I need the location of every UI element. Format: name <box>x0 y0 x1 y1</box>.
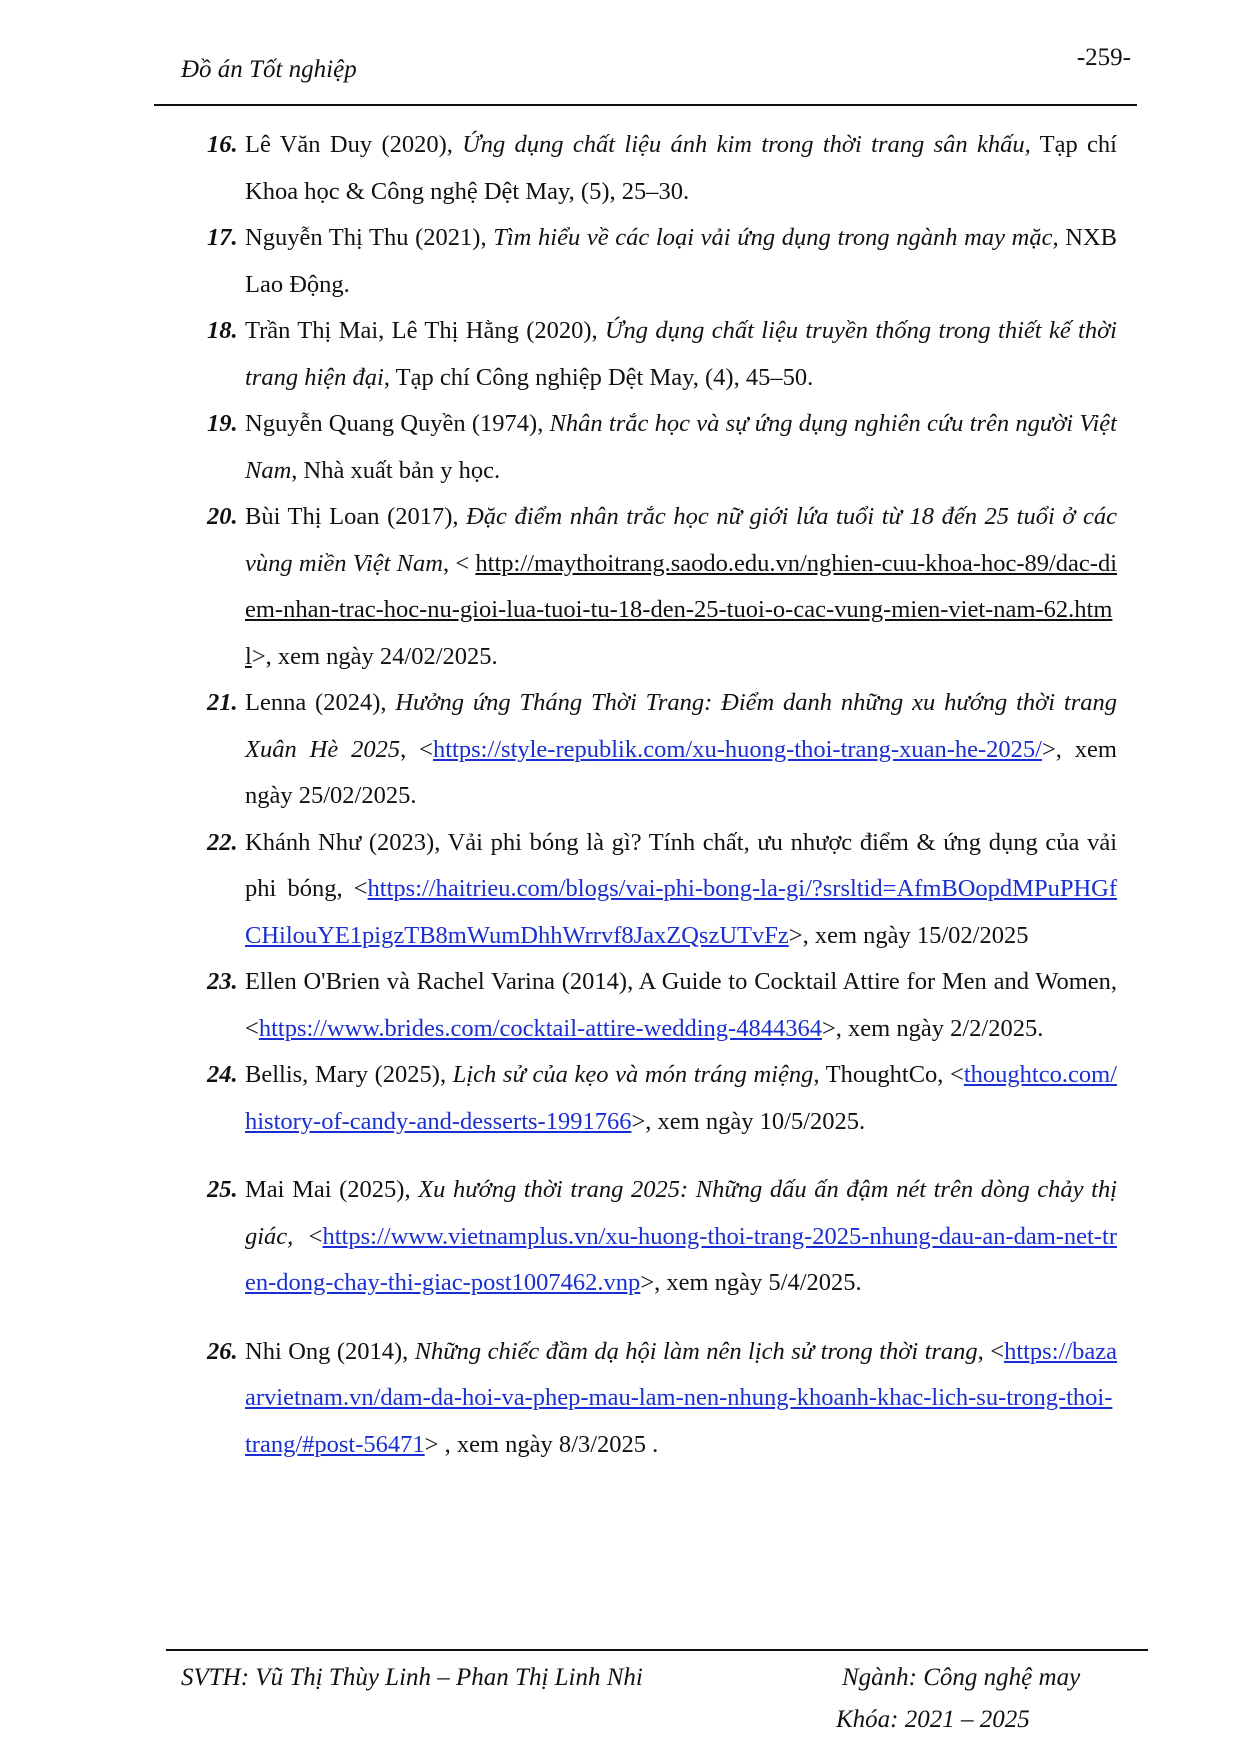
reference-item-21 <box>207 680 1117 820</box>
reference-author: Khánh Như (2023), Vải phi bóng là gì? Tính chất, ưu nhược điểm & ứng dụng của vải phi bóng, <box>245 828 1117 902</box>
reference-item-24 <box>207 1052 1117 1145</box>
reference-title: Lịch sử của kẹo và món tráng miệng <box>452 1061 814 1088</box>
reference-number: 17. <box>207 224 238 251</box>
reference-number: 22. <box>207 828 238 856</box>
footer-students: SVTH: Vũ Thị Thùy Linh – Phan Thị Linh Nhi <box>181 1664 643 1691</box>
reference-link[interactable]: https://style-republik.com/xu-huong-thoi-trang-xuan-he-2025/ <box>432 735 1042 763</box>
reference-title: Hưởng ứng Tháng Thời Trang: Điểm danh những xu hướng thời trang Xuân Hè 2025 <box>245 689 1117 763</box>
reference-access-date: >, xem ngày 25/02/2025. <box>245 735 1117 809</box>
reference-pre-link: < <box>293 1222 323 1250</box>
reference-number: 21. <box>207 689 238 716</box>
reference-item-25 <box>207 1167 1117 1307</box>
reference-source: , Nhà xuất bản y học. <box>291 456 501 484</box>
reference-author: Nhi Ong (2014), <box>245 1337 415 1365</box>
reference-item-19 <box>207 401 1117 494</box>
header-divider <box>154 104 1137 106</box>
reference-link[interactable]: https://www.brides.com/cocktail-attire-wedding-4844364 <box>258 1014 822 1042</box>
footer-major: Ngành: Công nghệ may <box>842 1664 1081 1691</box>
reference-title: Những chiếc đầm dạ hội làm nên lịch sử trong thời trang, <box>414 1337 984 1365</box>
reference-list <box>207 122 1117 1468</box>
reference-item-20 <box>207 494 1117 680</box>
reference-item-22 <box>207 820 1117 960</box>
reference-access-date: >, xem ngày 5/4/2025. <box>640 1269 862 1296</box>
document-title: Đồ án Tốt nghiệp <box>181 56 357 83</box>
reference-link[interactable]: https://www.vietnamplus.vn/xu-huong-thoi-trang-2025-nhung-dau-an-dam-net-tren-dong-chay-thi-giac-post1007462.vnp <box>245 1222 1117 1296</box>
reference-pre-link: , ThoughtCo, < <box>813 1061 964 1088</box>
reference-title: Tìm hiểu về các loại vải ứng dụng trong ngành may mặc, <box>493 224 1059 251</box>
reference-link[interactable]: https://haitrieu.com/blogs/vai-phi-bong-la-gi/?srsltid=AfmBOopdMPuPHGfCHilouYE1pigzTB8mWumDhhWrrvf8JaxZQszUTvFz <box>245 875 1117 949</box>
reference-author: Mai Mai (2025), <box>245 1176 419 1203</box>
reference-link[interactable]: thoughtco.com/history-of-candy-and-desserts-1991766 <box>245 1061 1117 1135</box>
reference-access-date: > , xem ngày 8/3/2025 . <box>424 1430 659 1458</box>
reference-author: Bellis, Mary (2025), <box>245 1061 453 1088</box>
reference-author: Trần Thị Mai, Lê Thị Hằng (2020), <box>245 317 606 344</box>
reference-number: 24. <box>207 1061 238 1088</box>
reference-item-23 <box>207 959 1117 1052</box>
footer-divider <box>166 1649 1148 1651</box>
reference-pre-link: < <box>245 1014 259 1042</box>
reference-author: Bùi Thị Loan (2017), <box>245 503 467 530</box>
reference-number: 20. <box>207 503 238 530</box>
reference-author: Lê Văn Duy (2020), <box>245 131 463 158</box>
reference-item-16 <box>207 122 1117 215</box>
reference-item-18 <box>207 308 1117 401</box>
page-number: -259- <box>1076 44 1131 71</box>
reference-author: Ellen O'Brien và Rachel Varina (2014), A Guide to Cocktail Attire for Men and Women, <box>245 968 1117 995</box>
reference-access-date: >, xem ngày 10/5/2025. <box>631 1107 866 1135</box>
reference-title: Đặc điểm nhân trắc học nữ giới lứa tuổi từ 18 đến 25 tuổi ở các vùng miền Việt Nam <box>245 503 1117 577</box>
reference-item-26 <box>207 1329 1117 1469</box>
reference-source: NXB Lao Động. <box>245 224 1117 298</box>
reference-number: 19. <box>207 410 238 437</box>
reference-title: Xu hướng thời trang 2025: Những dấu ấn đậm nét trên dòng chảy thị giác, <box>245 1176 1118 1250</box>
reference-author: Nguyễn Quang Quyền (1974), <box>245 410 550 437</box>
reference-title: Nhân trắc học và sự ứng dụng nghiên cứu trên người Việt Nam <box>245 410 1117 484</box>
reference-title: Ứng dụng chất liệu ánh kim trong thời trang sân khấu, <box>462 131 1031 158</box>
reference-title: Ứng dụng chất liệu truyền thống trong thiết kế thời trang hiện đại <box>245 317 1117 391</box>
reference-pre-link: , < <box>442 549 476 577</box>
footer-course: Khóa: 2021 – 2025 <box>836 1706 1030 1733</box>
reference-source: , Tạp chí Công nghiệp Dệt May, (4), 45–50. <box>383 363 814 391</box>
reference-number: 18. <box>207 317 238 344</box>
reference-number: 23. <box>207 968 238 995</box>
reference-link[interactable]: http://maythoitrang.saodo.edu.vn/nghien-cuu-khoa-hoc-89/dac-diem-nhan-trac-hoc-nu-gioi-lua-tuoi-tu-18-den-25-tuoi-o-cac-vung-mien-viet-nam-62.html <box>245 549 1117 670</box>
reference-link[interactable]: https://bazaarvietnam.vn/dam-da-hoi-va-phep-mau-lam-nen-nhung-khoanh-khac-lich-su-trong-thoi-trang/#post-56471 <box>245 1337 1118 1458</box>
reference-source: Tạp chí Khoa học & Công nghệ Dệt May, (5), 25–30. <box>245 131 1117 205</box>
reference-access-date: >, xem ngày 24/02/2025. <box>251 642 498 670</box>
reference-author: Lenna (2024), <box>245 689 396 716</box>
reference-number: 16. <box>207 131 238 158</box>
reference-pre-link: , < <box>400 735 433 763</box>
reference-number: 25. <box>207 1176 238 1203</box>
reference-access-date: >, xem ngày 15/02/2025 <box>788 921 1029 949</box>
reference-item-17 <box>207 215 1117 308</box>
reference-access-date: >, xem ngày 2/2/2025. <box>821 1014 1044 1042</box>
reference-pre-link: < <box>983 1337 1005 1365</box>
reference-pre-link: < <box>353 875 368 902</box>
reference-author: Nguyễn Thị Thu (2021), <box>245 224 494 251</box>
reference-number: 26. <box>207 1337 238 1365</box>
